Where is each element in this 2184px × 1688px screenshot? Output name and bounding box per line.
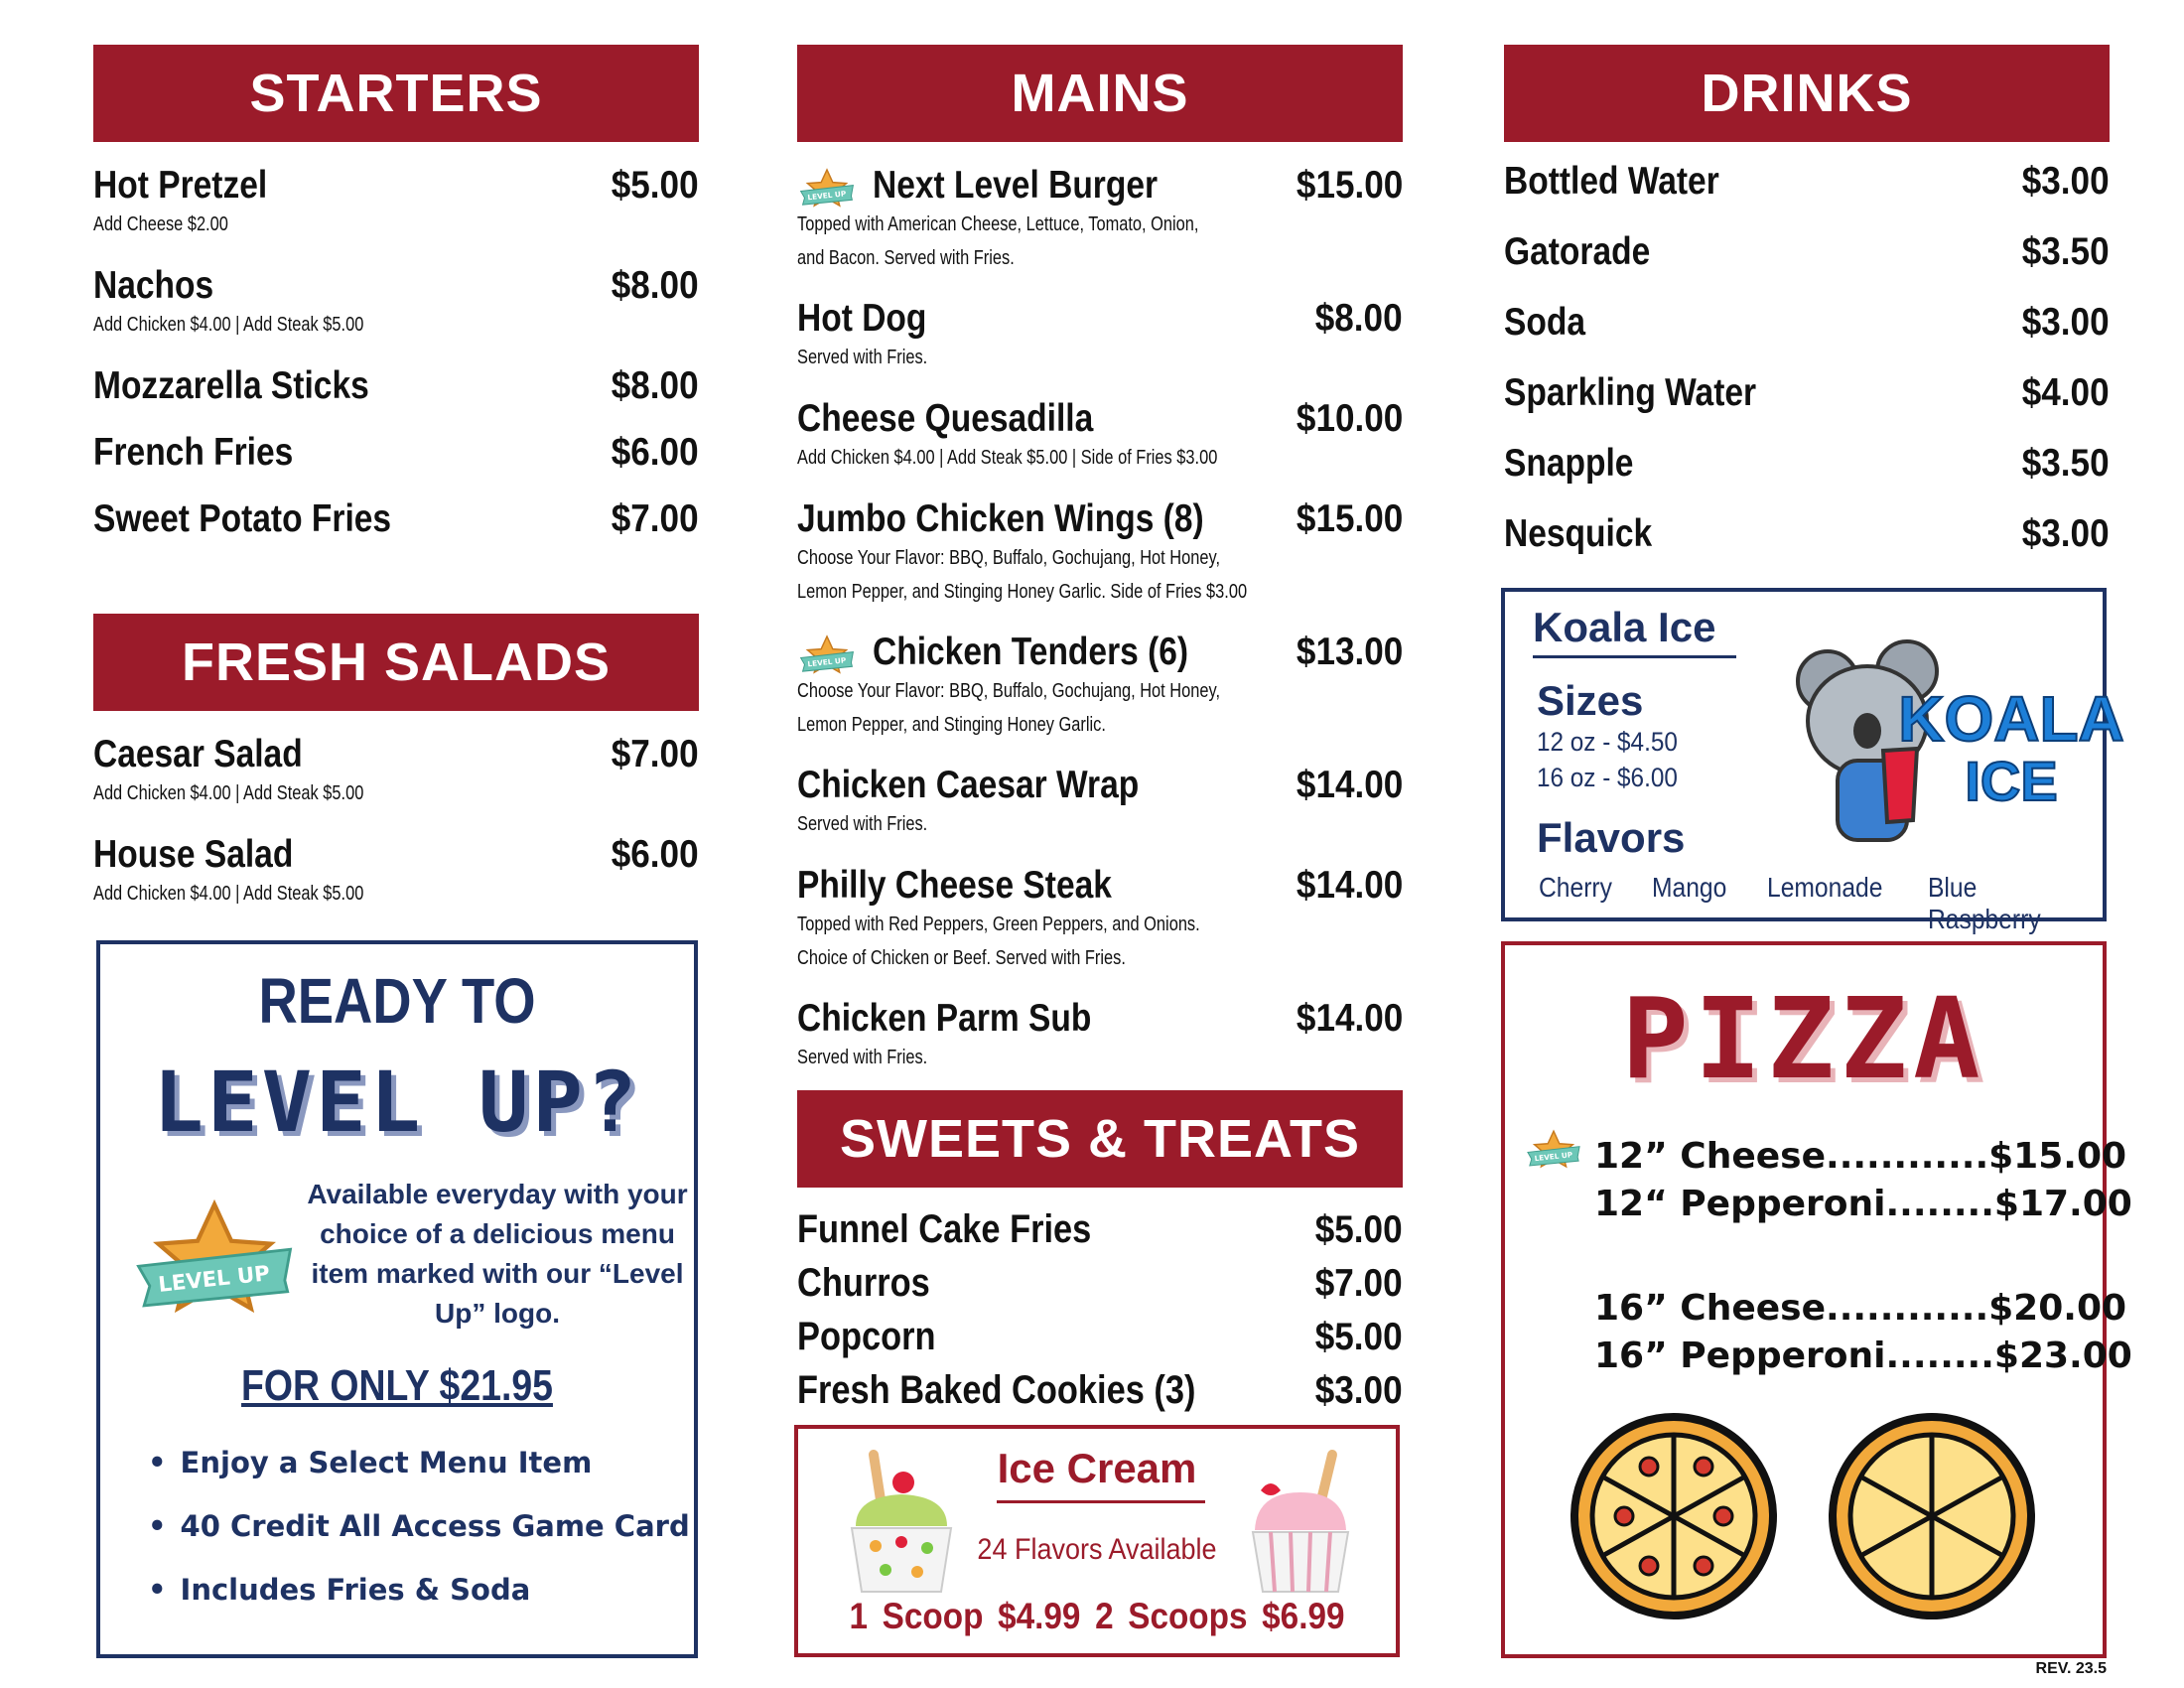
item-name: Chicken Parm Sub bbox=[797, 997, 1092, 1040]
koala-flavor: Mango bbox=[1652, 872, 1727, 903]
item-name: Chicken Caesar Wrap bbox=[797, 764, 1140, 806]
menu-item bbox=[1504, 512, 2110, 583]
ice-cream-underline bbox=[997, 1500, 1205, 1503]
koala-flavors-label: Flavors bbox=[1537, 814, 1686, 861]
menu-item bbox=[797, 1261, 1403, 1315]
item-name: Sweet Potato Fries bbox=[93, 497, 392, 540]
level-up-price: FOR ONLY $21.95 bbox=[241, 1361, 553, 1410]
item-name: Snapple bbox=[1504, 442, 1634, 485]
item-desc: Choose Your Flavor: BBQ, Buffalo, Gochujang, Hot Honey, bbox=[797, 547, 1221, 569]
koala-ice-logo bbox=[1788, 632, 2124, 860]
starters-banner: STARTERS bbox=[93, 45, 699, 142]
pizza-price-line: 16” Cheese............$20.00 bbox=[1594, 1288, 2127, 1329]
koala-flavor: Lemonade bbox=[1766, 872, 1883, 903]
benefit-item: • Enjoy a Select Menu Item bbox=[148, 1446, 690, 1509]
menu-item bbox=[797, 1207, 1403, 1261]
item-name: Caesar Salad bbox=[93, 733, 303, 775]
drinks-banner: DRINKS bbox=[1504, 45, 2110, 142]
middle-column bbox=[797, 45, 1403, 1422]
item-name: Mozzarella Sticks bbox=[93, 364, 369, 407]
level-up-title-2: LEVEL UP? bbox=[153, 1054, 641, 1151]
item-price: $7.00 bbox=[612, 733, 699, 775]
menu-item bbox=[797, 764, 1403, 864]
level-up-title-1: READY TO bbox=[258, 965, 536, 1037]
item-price: $15.00 bbox=[1296, 497, 1403, 540]
koala-title-underline bbox=[1533, 655, 1736, 658]
item-price: $6.00 bbox=[612, 431, 699, 474]
pizza-price-line: 16” Pepperoni........$23.00 bbox=[1594, 1336, 2132, 1376]
menu-item bbox=[1504, 301, 2110, 371]
level-up-icon bbox=[797, 634, 857, 678]
level-up-benefits bbox=[148, 1446, 690, 1636]
item-desc: Add Chicken $4.00 | Add Steak $5.00 bbox=[93, 883, 364, 905]
menu-item bbox=[797, 297, 1403, 397]
item-name: Jumbo Chicken Wings (8) bbox=[797, 497, 1204, 540]
menu-item bbox=[1504, 371, 2110, 442]
item-price: $3.50 bbox=[2022, 230, 2110, 273]
ice-cream-flavors: 24 Flavors Available bbox=[977, 1533, 1217, 1566]
item-name: Fresh Baked Cookies (3) bbox=[797, 1368, 1196, 1412]
mains-list bbox=[797, 164, 1403, 1084]
pizza-title: PIZZA bbox=[1621, 975, 1986, 1104]
item-desc: Topped with American Cheese, Lettuce, Tomato, Onion, bbox=[797, 213, 1199, 235]
koala-ice-box bbox=[1501, 588, 2124, 934]
item-price: $3.00 bbox=[2022, 160, 2110, 203]
menu-item bbox=[797, 164, 1403, 297]
item-desc: Topped with Red Peppers, Green Peppers, and Onions. bbox=[797, 914, 1200, 935]
koala-sizes-label: Sizes bbox=[1537, 677, 1644, 724]
item-name: Chicken Tenders (6) bbox=[873, 631, 1189, 673]
item-name: Bottled Water bbox=[1504, 160, 1719, 203]
item-price: $5.00 bbox=[1315, 1316, 1403, 1358]
item-price: $14.00 bbox=[1296, 764, 1403, 806]
menu-item bbox=[1504, 160, 2110, 230]
item-name: Popcorn bbox=[797, 1315, 936, 1358]
item-desc: Add Chicken $4.00 | Add Steak $5.00 | Side of Fries $3.00 bbox=[797, 447, 1218, 469]
benefit-item: • Includes Fries & Soda bbox=[148, 1573, 690, 1636]
revision-label: REV. 23.5 bbox=[2035, 1660, 2107, 1677]
item-name: Sparkling Water bbox=[1504, 371, 1757, 414]
menu-item bbox=[93, 833, 699, 933]
item-price: $14.00 bbox=[1296, 864, 1403, 907]
pizza-box bbox=[1501, 941, 2132, 1658]
koala-size: 12 oz - $4.50 bbox=[1537, 727, 1678, 757]
item-desc: and Bacon. Served with Fries. bbox=[797, 247, 1015, 269]
menu-item bbox=[93, 497, 699, 564]
item-price: $3.00 bbox=[1315, 1369, 1403, 1412]
badge-text: LEVEL UP bbox=[157, 1261, 272, 1298]
item-price: $14.00 bbox=[1296, 997, 1403, 1040]
item-name: Funnel Cake Fries bbox=[797, 1207, 1092, 1251]
drinks-list bbox=[1504, 160, 2110, 583]
menu-item bbox=[797, 1315, 1403, 1368]
left-column bbox=[93, 45, 699, 933]
koala-flavor: Cherry bbox=[1539, 872, 1612, 903]
menu-item bbox=[93, 364, 699, 431]
starters-list bbox=[93, 164, 699, 564]
menu-item bbox=[93, 264, 699, 364]
item-price: $3.00 bbox=[2022, 301, 2110, 344]
item-desc: Lemon Pepper, and Stinging Honey Garlic. bbox=[797, 714, 1106, 736]
salads-banner: FRESH SALADS bbox=[93, 614, 699, 711]
menu-item bbox=[93, 733, 699, 833]
item-price: $6.00 bbox=[612, 833, 699, 876]
item-price: $7.00 bbox=[1315, 1262, 1403, 1305]
item-name: Hot Dog bbox=[797, 297, 927, 340]
menu-item bbox=[797, 997, 1403, 1084]
mains-banner: MAINS bbox=[797, 45, 1403, 142]
pizza-price-line: 12” Cheese............$15.00 bbox=[1594, 1136, 2127, 1177]
item-price: $15.00 bbox=[1296, 164, 1403, 207]
item-name: Churros bbox=[797, 1261, 930, 1305]
item-price: $8.00 bbox=[1315, 297, 1403, 340]
item-price: $4.00 bbox=[2022, 371, 2110, 414]
benefit-item: • 40 Credit All Access Game Card bbox=[148, 1509, 690, 1573]
item-desc: Choice of Chicken or Beef. Served with Fries. bbox=[797, 947, 1126, 969]
menu-item bbox=[797, 631, 1403, 764]
item-price: $5.00 bbox=[612, 164, 699, 207]
menu-item bbox=[1504, 230, 2110, 301]
koala-size: 16 oz - $6.00 bbox=[1537, 763, 1678, 792]
level-up-icon bbox=[797, 168, 857, 211]
item-desc: Add Chicken $4.00 | Add Steak $5.00 bbox=[93, 782, 364, 804]
koala-flavor: Blue Raspberry bbox=[1927, 872, 2041, 934]
item-price: $5.00 bbox=[1315, 1208, 1403, 1251]
ice-cream-box bbox=[794, 1425, 1400, 1657]
level-up-description: Available everyday with your choice of a delicious menu item marked with our “Level Up” logo. bbox=[307, 1179, 688, 1329]
pepperoni-pizza-icon bbox=[1565, 1407, 1793, 1635]
item-desc: Choose Your Flavor: BBQ, Buffalo, Gochujang, Hot Honey, bbox=[797, 680, 1221, 702]
item-price: $3.50 bbox=[2022, 442, 2110, 485]
item-name: Nachos bbox=[93, 264, 214, 307]
level-up-promo bbox=[96, 940, 698, 1658]
item-name: Next Level Burger bbox=[873, 164, 1159, 207]
menu-item bbox=[797, 1368, 1403, 1422]
koala-logo-word-2: ICE bbox=[1965, 750, 2058, 812]
koala-flavors-list bbox=[1539, 872, 2103, 935]
right-column bbox=[1504, 45, 2110, 583]
item-name: Cheese Quesadilla bbox=[797, 397, 1094, 440]
cheese-pizza-icon bbox=[1823, 1407, 2051, 1635]
menu-item bbox=[797, 497, 1403, 631]
item-name: Soda bbox=[1504, 301, 1586, 344]
item-desc: Add Chicken $4.00 | Add Steak $5.00 bbox=[93, 314, 364, 336]
ice-cream-prices: 1 Scoop $4.99 2 Scoops $6.99 bbox=[849, 1596, 1345, 1636]
sweets-banner: SWEETS & TREATS bbox=[797, 1090, 1403, 1188]
item-price: $7.00 bbox=[612, 497, 699, 540]
item-price: $8.00 bbox=[612, 364, 699, 407]
item-desc: Served with Fries. bbox=[797, 347, 928, 368]
koala-title: Koala Ice bbox=[1533, 604, 1716, 650]
koala-logo-word-1: KOALA bbox=[1898, 683, 2124, 755]
item-desc: Lemon Pepper, and Stinging Honey Garlic. Side of Fries $3.00 bbox=[797, 581, 1248, 603]
item-price: $3.00 bbox=[2022, 512, 2110, 555]
item-name: Philly Cheese Steak bbox=[797, 864, 1112, 907]
menu-item bbox=[797, 864, 1403, 997]
item-name: Gatorade bbox=[1504, 230, 1651, 273]
menu-item bbox=[1504, 442, 2110, 512]
item-desc: Served with Fries. bbox=[797, 813, 928, 835]
item-desc: Served with Fries. bbox=[797, 1047, 928, 1068]
salads-list bbox=[93, 733, 699, 933]
level-up-badge-icon bbox=[130, 1197, 299, 1327]
item-name: Nesquick bbox=[1504, 512, 1653, 555]
strawberry-ice-cream-icon bbox=[1241, 1447, 1360, 1596]
menu-item bbox=[93, 164, 699, 264]
level-up-icon bbox=[1525, 1129, 1582, 1173]
item-name: Hot Pretzel bbox=[93, 164, 268, 207]
item-desc: Add Cheese $2.00 bbox=[93, 213, 228, 235]
item-name: House Salad bbox=[93, 833, 294, 876]
pizza-price-line: 12“ Pepperoni........$17.00 bbox=[1594, 1184, 2132, 1224]
item-price: $13.00 bbox=[1296, 631, 1403, 673]
item-price: $8.00 bbox=[612, 264, 699, 307]
sweets-list bbox=[797, 1207, 1403, 1422]
item-name: French Fries bbox=[93, 431, 294, 474]
menu-item bbox=[797, 397, 1403, 497]
item-price: $10.00 bbox=[1296, 397, 1403, 440]
menu-item bbox=[93, 431, 699, 497]
ice-cream-title: Ice Cream bbox=[997, 1445, 1197, 1491]
